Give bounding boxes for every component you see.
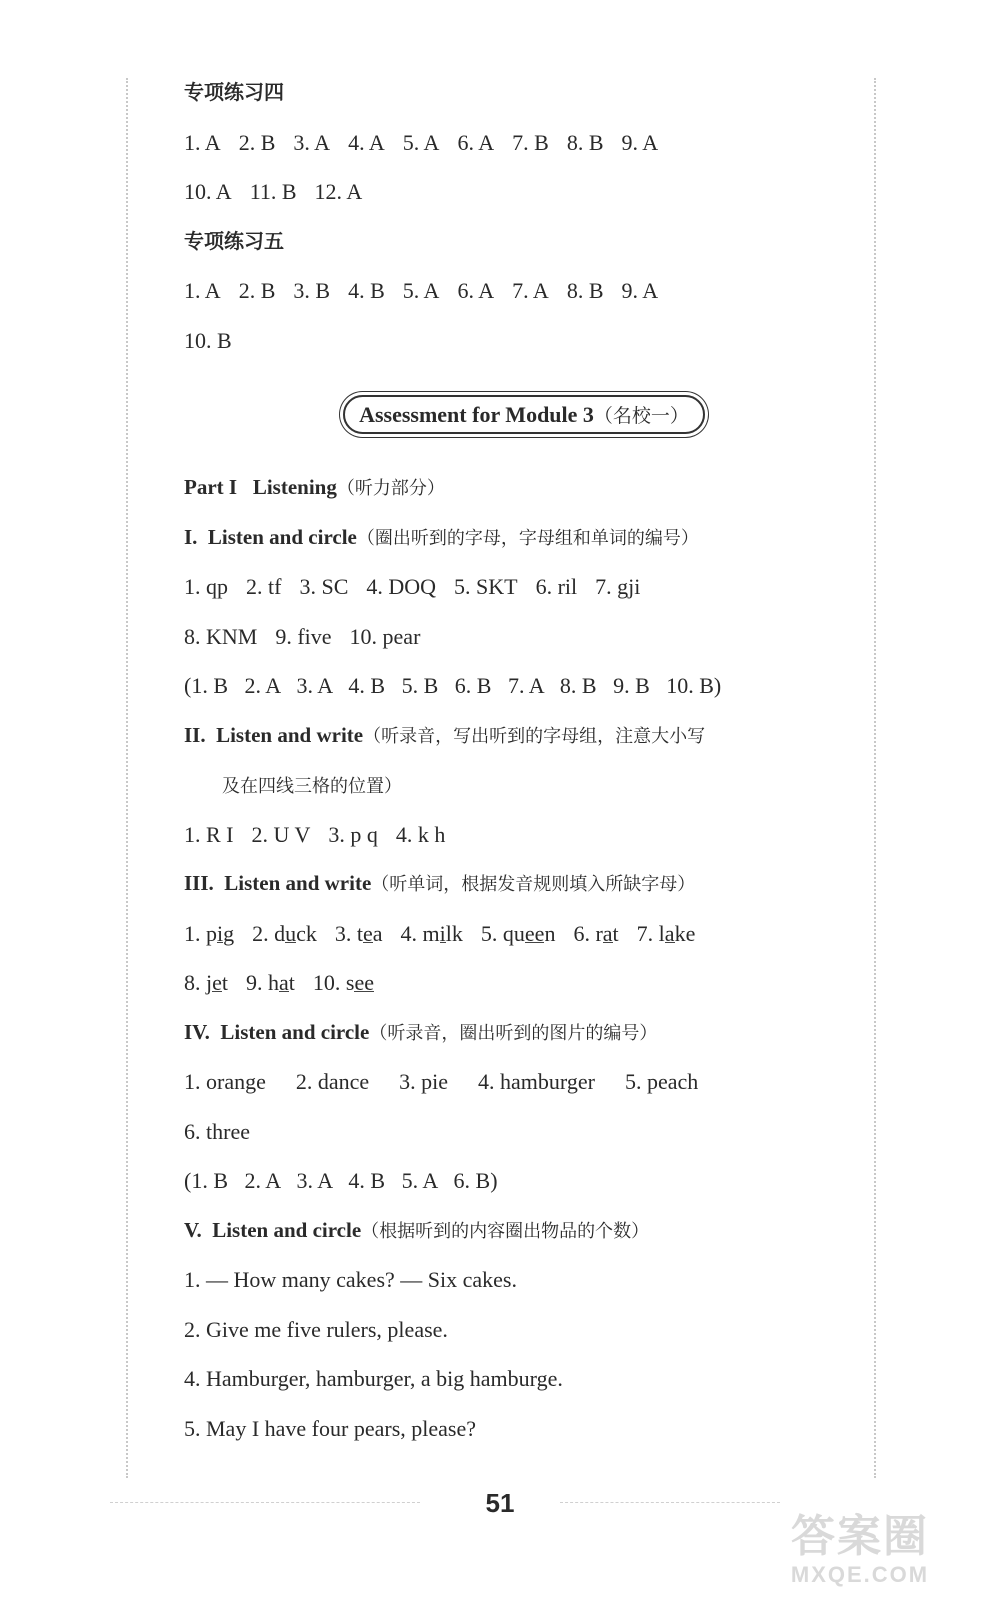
practice4-answers-line1: [184, 118, 864, 168]
section1-title: I. Listen and circle: [184, 524, 357, 549]
left-margin-rule: [126, 78, 128, 1478]
practice5-answers-line2: [184, 316, 864, 366]
practice5-title: 专项练习五: [184, 228, 284, 253]
section4-line1: [184, 1057, 864, 1107]
answer-item: 3. A: [293, 129, 331, 155]
assessment-banner: [343, 395, 705, 434]
practice4-answers-line2: [184, 167, 864, 217]
section1-instruction: （圈出听到的字母，字母组和单词的编号）: [356, 527, 699, 549]
answer-item: 4. hamburger: [478, 1069, 595, 1094]
answer-item: 4. A: [348, 129, 385, 155]
section1-key: (1. B 2. A 3. A 4. B 5. B 6. B 7. A 8. B 9. B 10. B): [184, 673, 722, 698]
section5-line: 4. Hamburger, hamburger, a big hamburge.: [184, 1366, 563, 1391]
answer-item: 4. DOQ: [366, 574, 437, 599]
practice5-answers-line1: [184, 266, 864, 316]
answer-item: 5. peach: [624, 1069, 699, 1094]
answer-item: 8. KNM: [184, 623, 258, 649]
section2-heading: [184, 711, 864, 761]
answer-item: 1. A: [184, 278, 221, 303]
answer-item: 3. SC: [299, 574, 349, 599]
section3-heading: [184, 859, 864, 909]
answer-item: 1. orange: [184, 1069, 266, 1094]
answer-item: 2. U V: [251, 821, 311, 847]
answer-item: 3. p q: [328, 821, 378, 847]
section1-heading: [184, 513, 864, 563]
section2-line1: [184, 810, 864, 860]
right-margin-rule: [874, 78, 876, 1478]
answer-item: 10. B: [184, 327, 232, 353]
answer-item: 2. B: [238, 129, 276, 155]
answer-item: 3. pie: [399, 1069, 449, 1094]
section2-instruction: （听录音，写出听到的字母组，注意大小写: [363, 725, 706, 747]
section1-line2: [184, 612, 864, 662]
part1-subtitle: （听力部分）: [336, 478, 445, 499]
section5-heading: [184, 1206, 864, 1256]
answer-item: 8. B: [566, 129, 604, 155]
answer-item: 7. B: [512, 129, 549, 155]
answer-item: 11. B: [249, 179, 297, 204]
page-number: 51: [485, 1488, 515, 1518]
section5-line: 5. May I have four pears, please?: [184, 1415, 476, 1441]
answer-item: 6. A: [457, 129, 495, 155]
answer-item: 9. A: [621, 278, 659, 303]
section2-title: II. Listen and write: [184, 722, 364, 747]
section4-title: IV. Listen and circle: [184, 1019, 370, 1044]
answer-item: 4. B: [348, 278, 385, 303]
word-item: 5. queen: [480, 920, 556, 946]
section4-key: (1. B 2. A 3. A 4. B 5. A 6. B): [184, 1168, 498, 1193]
practice4-title: 专项练习四: [184, 80, 284, 104]
word-item: 2. duck: [252, 920, 317, 946]
answer-item: 3. B: [293, 278, 331, 303]
section3-instruction: （听单词，根据发音规则填入所缺字母）: [371, 874, 696, 895]
answer-item: 10. A: [184, 179, 232, 204]
answer-item: 8. B: [566, 278, 604, 303]
word-item: 1. pig: [184, 920, 235, 946]
answer-item: 1. A: [184, 129, 221, 155]
answer-item: 12. A: [314, 179, 363, 204]
section5-instruction: （根据听到的内容圈出物品的个数）: [361, 1220, 650, 1242]
word-item: 4. milk: [400, 920, 463, 946]
section4-line2: 6. three: [184, 1118, 250, 1144]
word-item: 7. lake: [636, 920, 696, 946]
answer-item: 4. k h: [395, 821, 446, 847]
answer-item: 7. gji: [595, 574, 641, 599]
section3-line1: [184, 909, 864, 959]
section3-title: III. Listen and write: [184, 871, 372, 895]
word-item: 9. hat: [246, 970, 295, 995]
watermark-logo: [742, 1512, 978, 1592]
answer-item: 2. dance: [295, 1069, 370, 1094]
section4-heading: [184, 1008, 864, 1058]
banner-subtitle: （名校一）: [593, 404, 689, 427]
answer-item: 5. SKT: [454, 574, 518, 599]
assessment-banner-row: [184, 365, 864, 463]
watermark-url: MXQE.COM: [790, 1562, 930, 1587]
word-item: 8. jet: [184, 970, 229, 995]
watermark-text: 答案圈: [791, 1512, 929, 1561]
answer-item: 9. five: [275, 623, 332, 649]
answer-page-content: [184, 68, 864, 1453]
answer-item: 1. qp: [184, 574, 228, 599]
section3-line2: [184, 958, 864, 1008]
answer-item: 6. ril: [535, 574, 578, 599]
banner-title: Assessment for Module 3: [359, 401, 594, 427]
answer-item: 7. A: [512, 278, 549, 303]
section1-line1: [184, 562, 864, 612]
section5-line: 1. — How many cakes? — Six cakes.: [184, 1267, 517, 1292]
answer-item: 5. A: [402, 278, 440, 303]
answer-item: 6. A: [457, 278, 495, 303]
answer-item: 9. A: [621, 129, 659, 155]
part1-title: Part I Listening: [184, 475, 337, 499]
answer-item: 2. B: [238, 278, 276, 303]
word-item: 3. tea: [334, 920, 383, 946]
section2-instruction-cont: 及在四线三格的位置）: [222, 776, 402, 797]
answer-item: 10. pear: [349, 623, 421, 649]
section4-instruction: （听录音，圈出听到的图片的编号）: [369, 1022, 658, 1044]
section5-line: 2. Give me five rulers, please.: [184, 1316, 448, 1342]
part1-heading: [184, 463, 864, 513]
section5-title: V. Listen and circle: [184, 1217, 362, 1242]
answer-item: 5. A: [402, 129, 440, 155]
answer-item: 1. R I: [184, 821, 234, 847]
word-item: 10. see: [312, 970, 374, 995]
word-item: 6. rat: [573, 920, 619, 946]
section2-heading-cont: [184, 760, 864, 810]
answer-item: 2. tf: [246, 574, 282, 599]
